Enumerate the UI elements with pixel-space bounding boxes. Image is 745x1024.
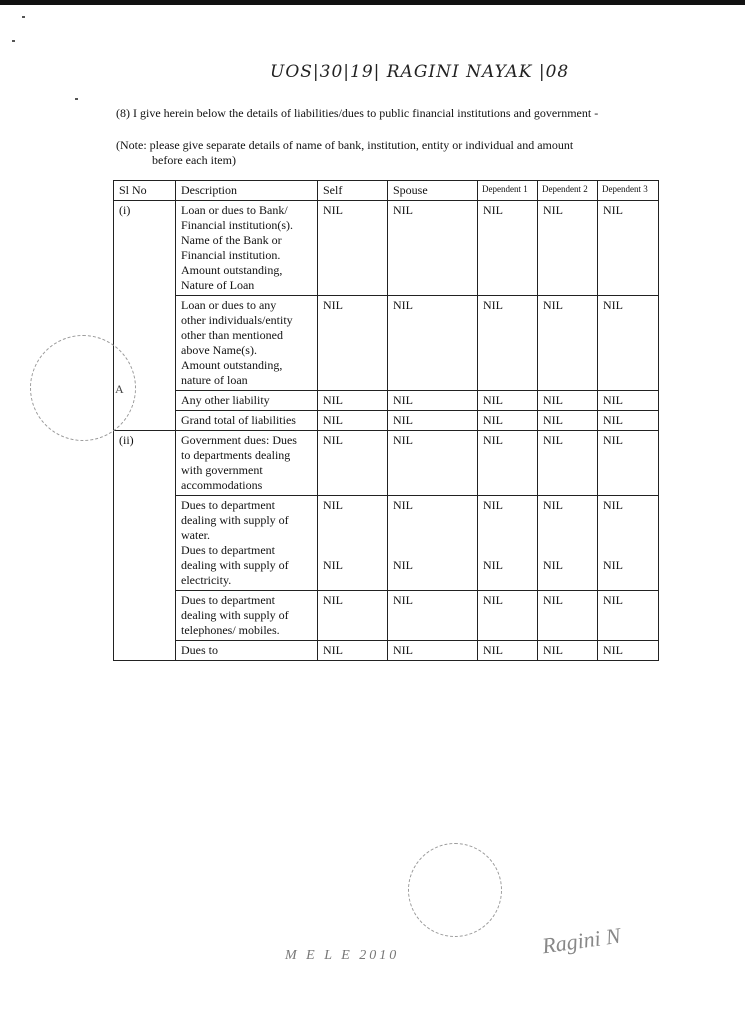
cell-dependent-1: NIL (478, 296, 538, 391)
table-row (114, 496, 659, 591)
header-description: Description (176, 181, 318, 201)
header-dependent-3: Dependent 3 (598, 181, 659, 201)
description-electricity: Dues to department dealing with supply of electricity. (181, 543, 289, 587)
cell-dependent-1: NIL (478, 201, 538, 296)
cell-spouse: NIL (388, 201, 478, 296)
table-row (114, 296, 659, 391)
table-row (114, 591, 659, 641)
cell-self: NIL (318, 641, 388, 661)
cell-dependent-3: NIL (598, 201, 659, 296)
cell-spouse: NIL (388, 641, 478, 661)
faded-stamp-left (30, 335, 136, 441)
cell-dependent-1 (478, 496, 538, 591)
cell-dependent-3: NIL (598, 411, 659, 431)
value-electricity: NIL (543, 558, 563, 572)
cell-self: NIL (318, 391, 388, 411)
cell-spouse: NIL (388, 431, 478, 496)
cell-dependent-2: NIL (538, 431, 598, 496)
cell-dependent-2: NIL (538, 641, 598, 661)
header-self: Self (318, 181, 388, 201)
cell-dependent-1: NIL (478, 641, 538, 661)
header-spouse: Spouse (388, 181, 478, 201)
cell-dependent-2: NIL (538, 411, 598, 431)
margin-mark (12, 40, 15, 42)
row-description: Government dues: Dues to departments dealing with government accommodations (176, 431, 318, 496)
cell-dependent-1: NIL (478, 411, 538, 431)
top-border (0, 0, 745, 5)
cell-self: NIL (318, 591, 388, 641)
row-description: Loan or dues to any other individuals/entity other than mentioned above Name(s). Amount outstanding, nature of loan (176, 296, 318, 391)
row-description: Any other liability (176, 391, 318, 411)
cell-self (318, 496, 388, 591)
liabilities-table (113, 180, 659, 661)
value-water: NIL (603, 498, 623, 512)
row-description: Dues to department dealing with supply of telephones/ mobiles. (176, 591, 318, 641)
table-header-row (114, 181, 659, 201)
cell-self: NIL (318, 431, 388, 496)
section-label: (i) (114, 201, 176, 431)
value-electricity: NIL (323, 558, 343, 572)
note-line-2: before each item) (152, 153, 236, 167)
section-label: (ii) (114, 431, 176, 661)
value-water: NIL (323, 498, 343, 512)
cell-dependent-3: NIL (598, 391, 659, 411)
header-dependent-1: Dependent 1 (478, 181, 538, 201)
header-dependent-2: Dependent 2 (538, 181, 598, 201)
cell-self: NIL (318, 296, 388, 391)
stamp-letter: A (115, 382, 124, 396)
description-water: Dues to department dealing with supply of water. (181, 498, 289, 542)
margin-mark (22, 16, 25, 18)
faded-stamp-bottom (408, 843, 502, 937)
cell-dependent-1: NIL (478, 591, 538, 641)
cell-dependent-3: NIL (598, 431, 659, 496)
value-electricity: NIL (393, 558, 413, 572)
cell-spouse: NIL (388, 391, 478, 411)
cell-dependent-2: NIL (538, 391, 598, 411)
cell-spouse: NIL (388, 411, 478, 431)
row-description: Grand total of liabilities (176, 411, 318, 431)
cell-self: NIL (318, 201, 388, 296)
cell-spouse (388, 496, 478, 591)
value-electricity: NIL (483, 558, 503, 572)
cell-dependent-2: NIL (538, 201, 598, 296)
cell-dependent-3 (598, 496, 659, 591)
cell-self: NIL (318, 411, 388, 431)
cell-spouse: NIL (388, 591, 478, 641)
cell-dependent-2: NIL (538, 296, 598, 391)
value-water: NIL (543, 498, 563, 512)
row-description (176, 496, 318, 591)
note-line-1: (Note: please give separate details of name of bank, institution, entity or individual and amount (116, 138, 574, 152)
cell-dependent-2 (538, 496, 598, 591)
table-row (114, 431, 659, 496)
row-description: Dues to (176, 641, 318, 661)
value-water: NIL (483, 498, 503, 512)
intro-paragraph: (8) I give herein below the details of liabilities/dues to public financial institutions and government - (116, 106, 599, 120)
header-sl-no: Sl No (114, 181, 176, 201)
cell-dependent-3: NIL (598, 591, 659, 641)
signature: Ragini N (540, 922, 623, 959)
table-row (114, 391, 659, 411)
handwritten-date: M E L E 2010 (285, 948, 400, 963)
table-row (114, 641, 659, 661)
cell-dependent-3: NIL (598, 296, 659, 391)
table-row (114, 201, 659, 296)
cell-dependent-3: NIL (598, 641, 659, 661)
value-electricity: NIL (603, 558, 623, 572)
row-description: Loan or dues to Bank/ Financial institution(s). Name of the Bank or Financial institution. Amount outstanding, Nature of Loan (176, 201, 318, 296)
value-water: NIL (393, 498, 413, 512)
handwritten-reference: UOS|30|19| RAGINI NAYAK |08 (270, 62, 570, 82)
cell-spouse: NIL (388, 296, 478, 391)
margin-mark (75, 98, 78, 100)
cell-dependent-1: NIL (478, 431, 538, 496)
cell-dependent-1: NIL (478, 391, 538, 411)
table-row (114, 411, 659, 431)
cell-dependent-2: NIL (538, 591, 598, 641)
